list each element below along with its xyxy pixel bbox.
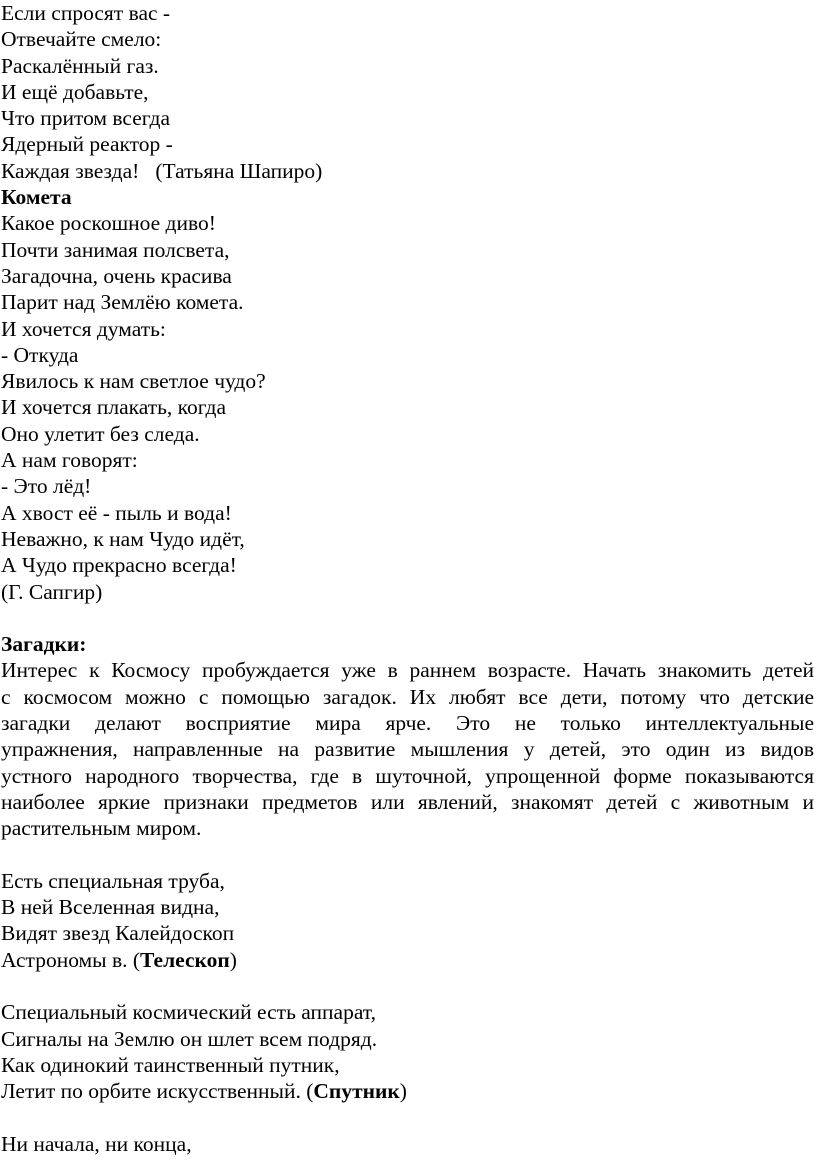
riddle-line: Как одинокий таинственный путник, [1,1052,340,1077]
paragraph-line: растительным миром. [1,816,202,841]
riddle-last-line [1,1078,814,1104]
spacer [1,973,814,999]
poem-stars [1,0,814,184]
riddle-last-line [1,947,814,973]
poem-line: Почти занимая полсвета, [1,237,230,262]
poem-line: Парит над Землёю комета. [1,290,244,315]
riddles-section [1,631,814,1157]
poem-line: А Чудо прекрасно всегда! [1,553,237,578]
riddle-ring [1,1131,814,1157]
riddle-line: В ней Вселенная видна, [1,895,220,920]
riddle-answer: Телескоп [140,947,230,972]
riddle-satellite [1,999,814,1104]
poem-author: (Г. Сапгир) [1,579,103,604]
poem-line: И хочется плакать, когда [1,395,227,420]
paragraph-line: упражнения, направленные на развитие мышления у детей, это один из видов [1,737,814,762]
poem-line: Загадочна, очень красива [1,263,232,288]
riddle-line: Ни начала, ни конца, [1,1131,192,1156]
poem-line: А хвост её - пыль и вода! [1,500,232,525]
intro-paragraph [1,657,814,841]
poem-line: - Это лёд! [1,474,92,499]
section-heading: Загадки: [1,632,87,657]
paragraph-line: Интерес к Космосу пробуждается уже в раннем возрасте. Начать знакомить детей [1,658,814,683]
poem-line: А нам говорят: [1,448,138,473]
paragraph-line: загадки делают восприятие мира ярче. Это не только интеллектуальные [1,711,814,736]
spacer [1,842,814,868]
poem-line: Неважно, к нам Чудо идёт, [1,526,245,551]
paragraph-line: с космосом можно с помощью загадок. Их любят все дети, потому что детские [1,684,814,709]
poem-comet [1,184,814,605]
poem-line: Что притом всегда [1,106,171,131]
poem-title: Комета [1,185,72,210]
poem-line: Если спросят вас - [1,1,171,25]
poem-line: Ядерный реактор - [1,132,173,157]
paragraph-line: наиболее яркие признаки предметов или явлений, знакомят детей с животным и [1,789,814,814]
poem-line: Раскалённый газ. [1,53,159,78]
riddle-line-text: Астрономы в. ( [1,947,141,972]
riddle-line: Сигналы на Землю он шлет всем подряд. [1,1026,378,1051]
poem-line: Отвечайте смело: [1,27,162,52]
riddle-answer: Спутник [313,1079,400,1104]
spacer [1,1104,814,1130]
spacer [1,605,814,631]
riddle-line: Есть специальная труба, [1,868,225,893]
poem-line: - Откуда [1,342,79,367]
riddle-line-text: ) [229,947,237,972]
riddle-telescope [1,868,814,973]
riddle-line: Видят звезд Калейдоскоп [1,921,235,946]
paragraph-line: устного народного творчества, где в шуточной, упрощенной форме показываются [1,763,814,788]
poem-line: И ещё добавьте, [1,79,149,104]
riddle-line-text: Летит по орбите искусственный. ( [1,1079,314,1104]
poem-line: Явилось к нам светлое чудо? [1,369,266,394]
poem-line: Оно улетит без следа. [1,421,200,446]
poem-line: Какое роскошное диво! [1,211,216,236]
riddle-line-text: ) [399,1079,407,1104]
riddle-line: Специальный космический есть аппарат, [1,1000,376,1025]
poem-line: И хочется думать: [1,316,166,341]
poem-line: Каждая звезда! (Татьяна Шапиро) [1,158,323,183]
